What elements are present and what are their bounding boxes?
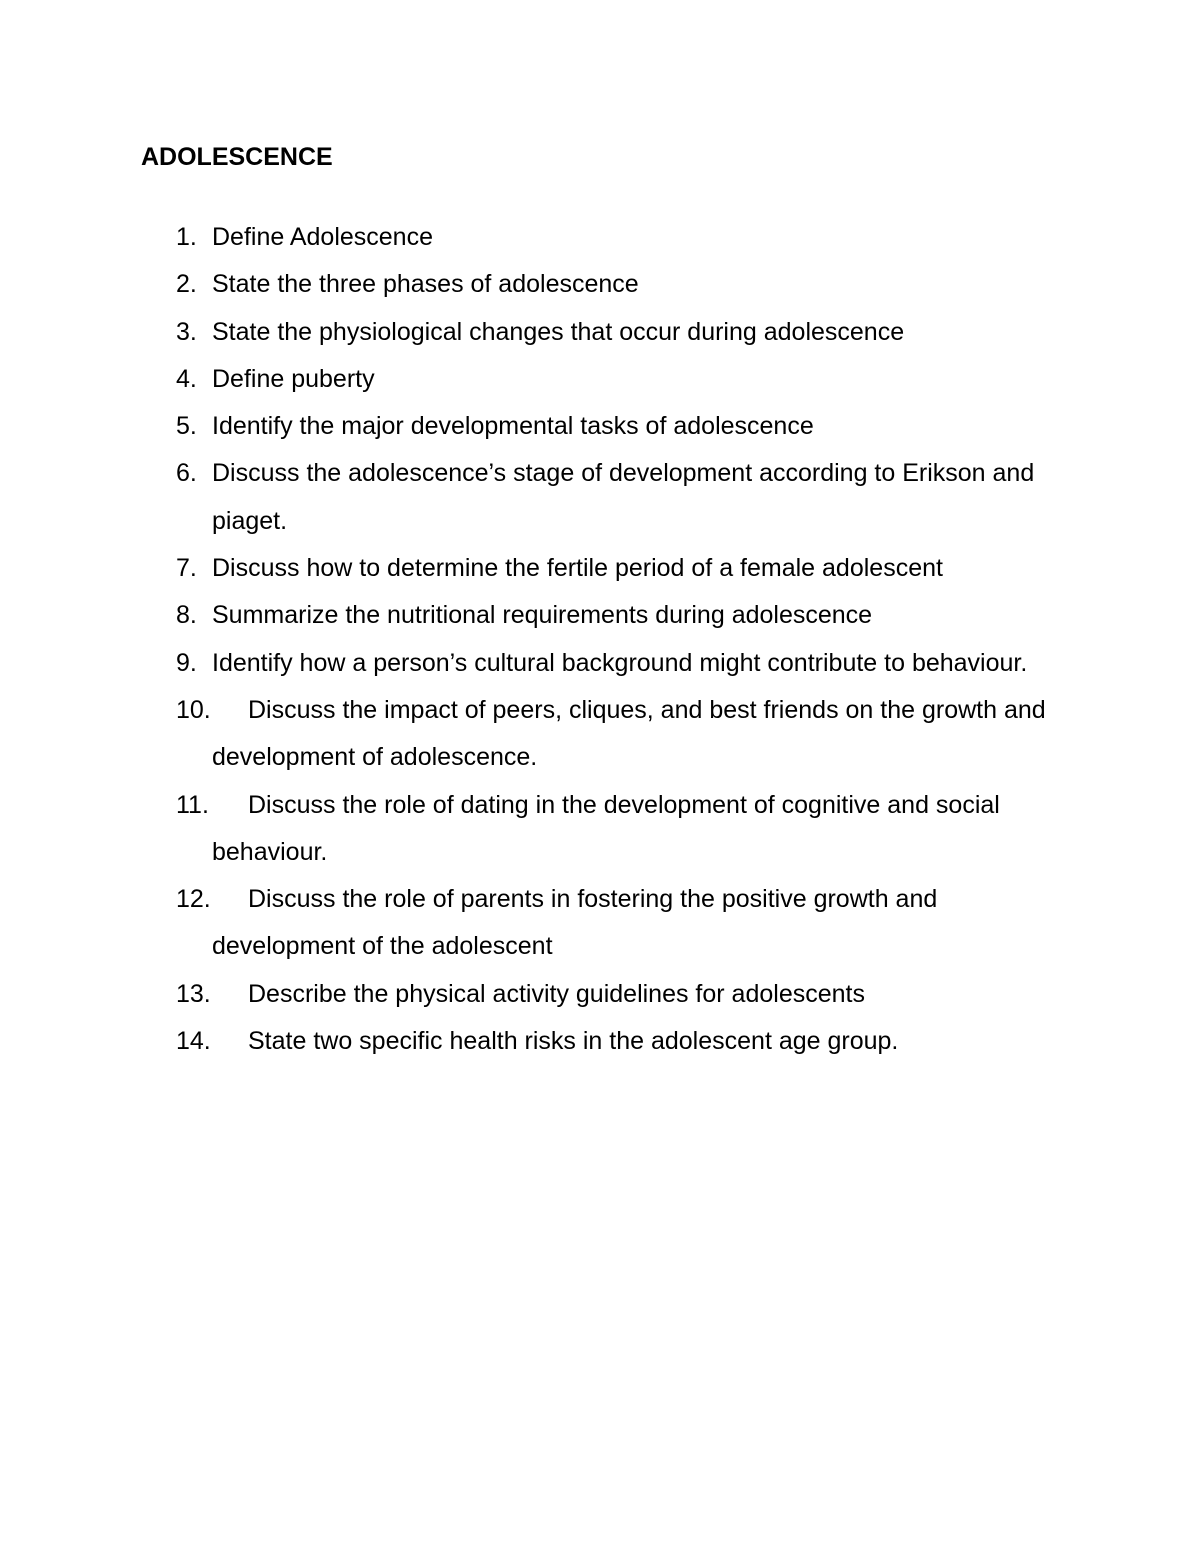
item-text: State the three phases of adolescence <box>212 270 639 299</box>
item-text: Summarize the nutritional requirements during adolescence <box>212 601 873 630</box>
list-item <box>0 309 1200 356</box>
list-item <box>0 214 1200 261</box>
list-item <box>0 545 1200 592</box>
item-text: Discuss the impact of peers, cliques, and best friends on the growth and development of adolescence. <box>212 695 1046 772</box>
list-item <box>0 592 1200 639</box>
item-number: 12. <box>176 885 211 914</box>
item-number: 1. <box>176 223 197 251</box>
item-number: 13. <box>176 979 211 1008</box>
list-item <box>0 687 1200 782</box>
item-number: 5. <box>176 412 197 441</box>
list-item <box>0 876 1200 971</box>
item-number: 8. <box>176 601 197 630</box>
item-text: State the physiological changes that occur during adolescence <box>212 317 905 346</box>
list-item <box>0 1018 1200 1065</box>
item-number: 9. <box>176 648 197 677</box>
item-number: 6. <box>176 459 197 488</box>
list-item <box>0 403 1200 450</box>
item-number: 14. <box>176 1027 211 1056</box>
list-item <box>0 356 1200 403</box>
item-text: Identify the major developmental tasks of adolescence <box>212 412 814 441</box>
list-item <box>0 782 1200 877</box>
item-text: Identify how a person’s cultural background might contribute to behaviour. <box>212 648 1028 677</box>
item-text: Discuss the role of parents in fostering the positive growth and development of the adolescent <box>212 885 938 961</box>
document-title: ADOLESCENCE <box>141 143 333 171</box>
item-text: Define Adolescence <box>212 223 433 251</box>
list-item <box>0 971 1200 1018</box>
item-number: 2. <box>176 270 197 299</box>
item-text: Describe the physical activity guidelines for adolescents <box>248 979 865 1008</box>
item-text: Define puberty <box>212 364 375 393</box>
item-text: State two specific health risks in the adolescent age group. <box>248 1027 899 1056</box>
list-item <box>0 450 1200 545</box>
item-text: Discuss how to determine the fertile period of a female adolescent <box>212 554 943 583</box>
item-number: 11. <box>176 790 209 819</box>
item-number: 10. <box>176 695 211 724</box>
item-number: 4. <box>176 364 197 393</box>
list-item <box>0 261 1200 308</box>
item-number: 3. <box>176 317 197 346</box>
item-text: Discuss the adolescence’s stage of development according to Erikson and piaget. <box>212 459 1035 535</box>
item-text: Discuss the role of dating in the development of cognitive and social behaviour. <box>212 790 1000 866</box>
question-list <box>0 214 1200 1065</box>
list-item <box>0 640 1200 687</box>
item-number: 7. <box>176 554 197 583</box>
